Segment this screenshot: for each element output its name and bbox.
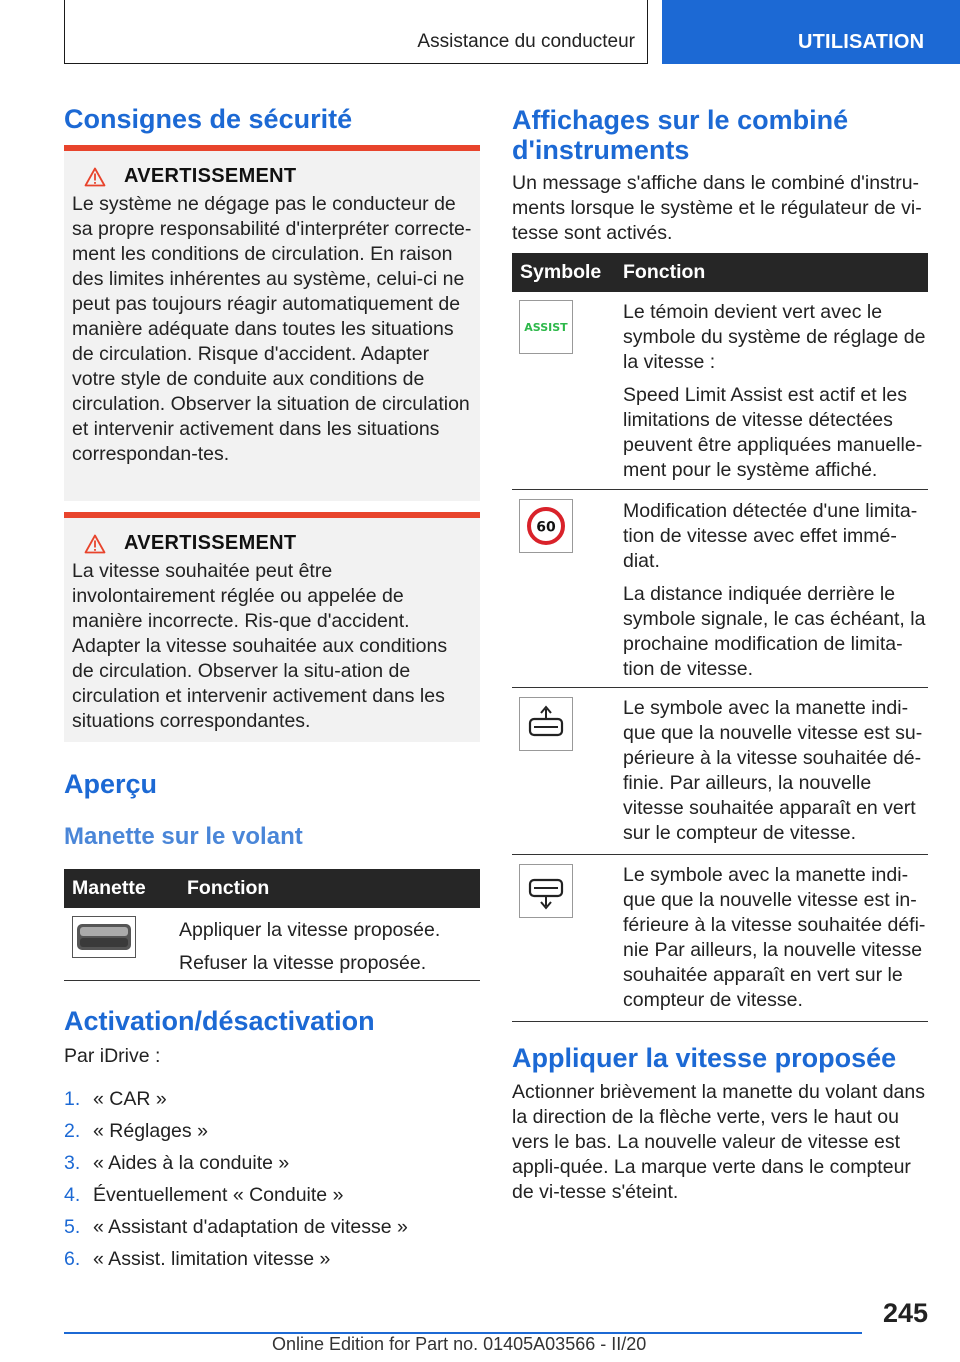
table-row: ASSIST Le témoin devient vert avec le symbole du système de réglage de la vitesse : Speed Limit Assist est actif et les limitations de vitesse détectées peuvent être appliquées manuelle-ment pour le système affiché. [512, 292, 928, 490]
footer-edition: Online Edition for Part no. 01405A03566 - II/20 [272, 1334, 647, 1354]
steps-list [64, 1083, 408, 1275]
header-chapter-title: UTILISATION [798, 31, 925, 53]
list-item: 5. « Assistant d'adaptation de vitesse » [64, 1216, 408, 1238]
lever-table-col1: Manette [72, 877, 146, 899]
display-intro: Un message s'affiche dans le combiné d'instru-ments lorsque le système et le régulateur de vi-tesse sont activés. [512, 172, 922, 244]
display-title-line1: Affichages sur le combiné [512, 105, 849, 135]
warning-box-1 [64, 145, 480, 501]
symbol-table-col2: Fonction [623, 261, 706, 283]
activation-title: Activation/désactivation [64, 1006, 375, 1036]
warning-triangle-icon [84, 534, 106, 554]
table-row: Le symbole avec la manette indi-que que la nouvelle vitesse est su-périeure à la vitesse souhaitée dé-finie. Par ailleurs, la nouvelle vitesse souhaitée apparaît en vert sur le compteur de vitesse. [512, 688, 928, 855]
lever-table [64, 869, 480, 981]
apply-text: Actionner brièvement la manette du volant dans la direction de la flèche verte, vers le haut ou vers le bas. La nouvelle valeur de vitesse est appli-quée. La marque verte dans le compteur de vi-tesse s'éteint. [512, 1081, 925, 1203]
lever-refuse-text: Refuser la vitesse proposée. [179, 952, 427, 974]
lever-up-icon [519, 697, 573, 751]
lever-title: Manette sur le volant [64, 823, 303, 850]
speed-sign-icon [519, 499, 573, 553]
lever-table-col2: Fonction [187, 877, 270, 899]
assist-icon: ASSIST [519, 300, 573, 354]
table-row: 60 Modification détectée d'une limita-tion de vitesse avec effet immé-diat. La distance indiquée derrière le symbole signale, le cas échéant, la prochaine modification de limita-tion de vitesse. [512, 490, 928, 688]
symbol-table-header [512, 253, 928, 292]
symbol-table-col1: Symbole [520, 261, 602, 283]
overview-title: Aperçu [64, 769, 158, 799]
header-section-title: Assistance du conducteur [417, 31, 635, 52]
lever-table-header [64, 869, 480, 908]
warning-1-text: Le système ne dégage pas le conducteur de sa propre responsabilité d'interpréter correcte-ment les conditions de circulation. En raison des limites inhérentes au système, celui-ci ne peut pas toujours réagir automatiquement de manière adéquate dans toutes les situations de circulation. Risque d'accident. Adapter votre style de conduite aux conditions de circulation. Observer la situation de circulation et intervenir activement dans les situations correspondan-tes. [72, 193, 472, 465]
apply-title: Appliquer la vitesse proposée [512, 1043, 897, 1073]
list-item: 4. Éventuellement « Conduite » [64, 1184, 344, 1206]
page-number: 245 [882, 1298, 928, 1328]
table-row: Le symbole avec la manette indi-que que la nouvelle vitesse est in-férieure à la vitesse souhaitée défi-nie Par ailleurs, la nouvelle vitesse souhaitée apparaît en vert sur le compteur de vitesse. [512, 855, 928, 1022]
list-item: 6. « Assist. limitation vitesse » [64, 1248, 331, 1270]
warning-triangle-icon [84, 167, 106, 187]
symbol-table [512, 253, 928, 1022]
idrive-intro: Par iDrive : [64, 1045, 161, 1067]
warning-2-text: La vitesse souhaitée peut être involontairement réglée ou appelée de manière incorrecte. Ris-que d'accident. Adapter la vitesse souhaitée aux conditions de circulation. Observer la situ-ation de circulation et intervenir activement dans les situations correspondantes. [72, 560, 448, 732]
warning-box-2 [64, 512, 480, 742]
header-section-tab [64, 0, 648, 64]
table-row [64, 908, 480, 981]
warning-1-title: AVERTISSEMENT [124, 165, 297, 187]
header-chapter-tab [662, 0, 960, 64]
speed-limit-value: 60 [536, 519, 556, 536]
warning-2-title: AVERTISSEMENT [124, 532, 297, 554]
list-item: 2. « Réglages » [64, 1120, 208, 1142]
lever-apply-text: Appliquer la vitesse proposée. [179, 919, 441, 941]
lever-down-icon [519, 864, 573, 918]
list-item: 1. « CAR » [64, 1088, 167, 1110]
steering-lever-icon [72, 916, 136, 958]
safety-title: Consignes de sécurité [64, 104, 353, 134]
display-title-line2: d'instruments [512, 135, 690, 165]
list-item: 3. « Aides à la conduite » [64, 1152, 290, 1174]
